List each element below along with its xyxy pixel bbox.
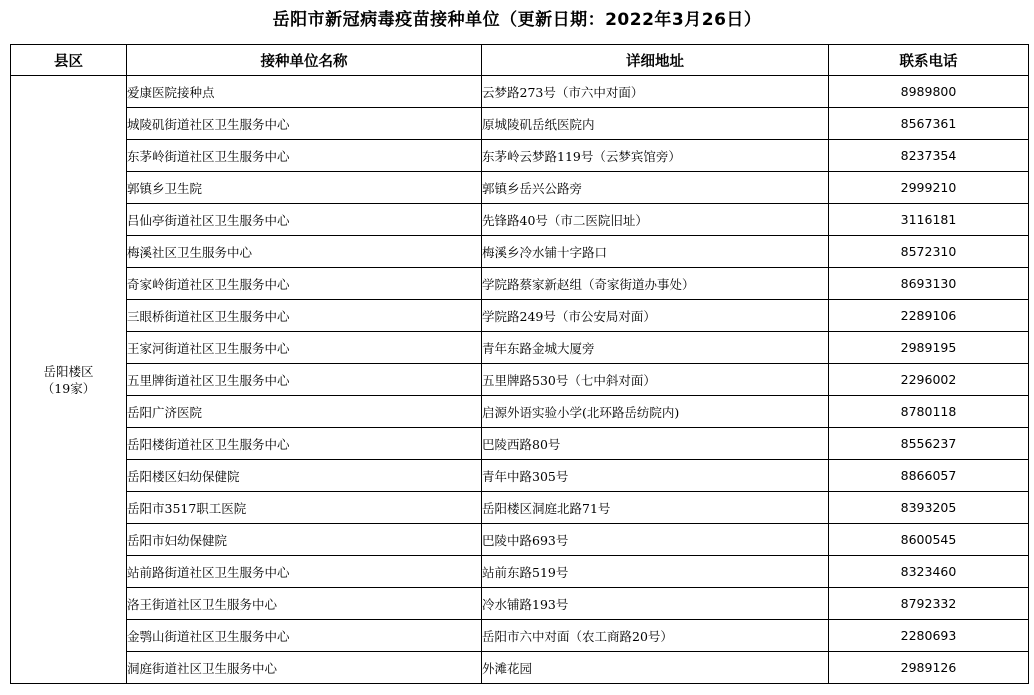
table-row <box>11 204 1029 236</box>
phone-cell: 2999210 <box>829 172 1029 204</box>
table-row <box>11 332 1029 364</box>
address-cell: 巴陵西路80号 <box>482 428 829 460</box>
page-title: 岳阳市新冠病毒疫苗接种单位（更新日期：2022年3月26日） <box>272 10 762 30</box>
address-cell: 巴陵中路693号 <box>482 524 829 556</box>
district-cell <box>11 76 127 684</box>
phone-cell: 8572310 <box>829 236 1029 268</box>
address-cell: 云梦路273号（市六中对面） <box>482 76 829 108</box>
phone-cell: 8780118 <box>829 396 1029 428</box>
site-name-cell: 岳阳楼街道社区卫生服务中心 <box>127 428 482 460</box>
table-row <box>11 364 1029 396</box>
phone-cell: 8393205 <box>829 492 1029 524</box>
header-site-name: 接种单位名称 <box>127 45 482 76</box>
site-name-cell: 岳阳楼区妇幼保健院 <box>127 460 482 492</box>
address-cell: 启源外语实验小学(北环路岳纺院内) <box>482 396 829 428</box>
site-name-cell: 岳阳广济医院 <box>127 396 482 428</box>
table-row <box>11 172 1029 204</box>
table-row <box>11 76 1029 108</box>
address-cell: 岳阳楼区洞庭北路71号 <box>482 492 829 524</box>
phone-cell: 3116181 <box>829 204 1029 236</box>
table-row <box>11 108 1029 140</box>
site-name-cell: 爱康医院接种点 <box>127 76 482 108</box>
phone-cell: 8567361 <box>829 108 1029 140</box>
phone-cell: 8237354 <box>829 140 1029 172</box>
site-name-cell: 岳阳市3517职工医院 <box>127 492 482 524</box>
table-row <box>11 524 1029 556</box>
phone-cell: 8866057 <box>829 460 1029 492</box>
phone-cell: 8556237 <box>829 428 1029 460</box>
address-cell: 先锋路40号（市二医院旧址） <box>482 204 829 236</box>
address-cell: 原城陵矶岳纸医院内 <box>482 108 829 140</box>
site-name-cell: 城陵矶街道社区卫生服务中心 <box>127 108 482 140</box>
vaccination-sites-table <box>10 44 1029 684</box>
table-row <box>11 620 1029 652</box>
phone-cell: 8792332 <box>829 588 1029 620</box>
site-name-cell: 王家河街道社区卫生服务中心 <box>127 332 482 364</box>
site-name-cell: 郭镇乡卫生院 <box>127 172 482 204</box>
address-cell: 郭镇乡岳兴公路旁 <box>482 172 829 204</box>
address-cell: 站前东路519号 <box>482 556 829 588</box>
table-row <box>11 460 1029 492</box>
phone-cell: 2289106 <box>829 300 1029 332</box>
table-row <box>11 396 1029 428</box>
table-row <box>11 236 1029 268</box>
table-row <box>11 428 1029 460</box>
site-name-cell: 洛王街道社区卫生服务中心 <box>127 588 482 620</box>
table-row <box>11 556 1029 588</box>
phone-cell: 2296002 <box>829 364 1029 396</box>
address-cell: 青年东路金城大厦旁 <box>482 332 829 364</box>
district-count: （19家） <box>41 380 96 396</box>
address-cell: 冷水铺路193号 <box>482 588 829 620</box>
phone-cell: 8989800 <box>829 76 1029 108</box>
site-name-cell: 奇家岭街道社区卫生服务中心 <box>127 268 482 300</box>
address-cell: 学院路249号（市公安局对面） <box>482 300 829 332</box>
site-name-cell: 五里牌街道社区卫生服务中心 <box>127 364 482 396</box>
table-row <box>11 268 1029 300</box>
phone-cell: 8693130 <box>829 268 1029 300</box>
table-row <box>11 492 1029 524</box>
table-header-row <box>11 45 1029 76</box>
phone-cell: 2989126 <box>829 652 1029 684</box>
site-name-cell: 金鹗山街道社区卫生服务中心 <box>127 620 482 652</box>
address-cell: 东茅岭云梦路119号（云梦宾馆旁） <box>482 140 829 172</box>
table-row <box>11 140 1029 172</box>
phone-cell: 2989195 <box>829 332 1029 364</box>
site-name-cell: 吕仙亭街道社区卫生服务中心 <box>127 204 482 236</box>
site-name-cell: 岳阳市妇幼保健院 <box>127 524 482 556</box>
address-cell: 青年中路305号 <box>482 460 829 492</box>
phone-cell: 8600545 <box>829 524 1029 556</box>
header-phone: 联系电话 <box>829 45 1029 76</box>
table-row <box>11 652 1029 684</box>
address-cell: 梅溪乡冷水铺十字路口 <box>482 236 829 268</box>
site-name-cell: 站前路街道社区卫生服务中心 <box>127 556 482 588</box>
header-district: 县区 <box>11 45 127 76</box>
header-address: 详细地址 <box>482 45 829 76</box>
site-name-cell: 东茅岭街道社区卫生服务中心 <box>127 140 482 172</box>
address-cell: 学院路蔡家新赵组（奇家街道办事处） <box>482 268 829 300</box>
table-row <box>11 588 1029 620</box>
address-cell: 岳阳市六中对面（农工商路20号） <box>482 620 829 652</box>
district-name: 岳阳楼区 <box>43 363 94 379</box>
phone-cell: 2280693 <box>829 620 1029 652</box>
address-cell: 五里牌路530号（七中斜对面） <box>482 364 829 396</box>
site-name-cell: 洞庭街道社区卫生服务中心 <box>127 652 482 684</box>
site-name-cell: 梅溪社区卫生服务中心 <box>127 236 482 268</box>
site-name-cell: 三眼桥街道社区卫生服务中心 <box>127 300 482 332</box>
table-row <box>11 300 1029 332</box>
address-cell: 外滩花园 <box>482 652 829 684</box>
phone-cell: 8323460 <box>829 556 1029 588</box>
table-body <box>11 76 1029 684</box>
